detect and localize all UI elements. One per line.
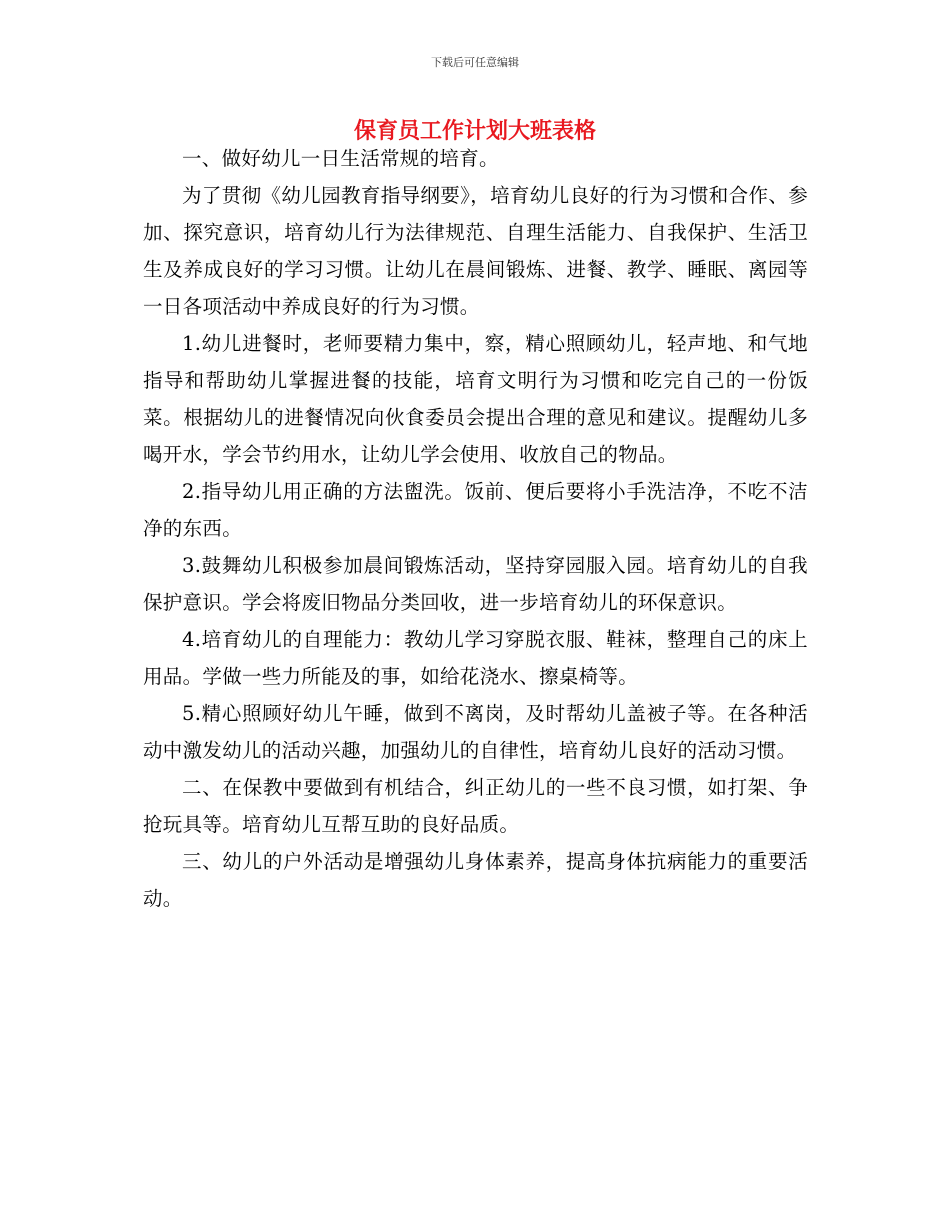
- section-heading-1: 一、做好幼儿一日生活常规的培育。: [182, 147, 499, 170]
- section-heading-2: 二、在保教中要做到有机结合，纠正幼儿的一些不良习惯，如打架、争抢玩具等。培育幼儿互帮互助的良好品质。: [143, 776, 808, 836]
- paragraph-item-4: 4.培育幼儿的自理能力：教幼儿学习穿脱衣服、鞋袜，整理自己的床上用品。学做一些力所能及的事，如给花浇水、擦桌椅等。: [143, 628, 808, 688]
- paragraph-item-1: 1.幼儿进餐时，老师要精力集中，察，精心照顾幼儿，轻声地、和气地指导和帮助幼儿掌握进餐的技能，培育文明行为习惯和吃完自己的一份饭菜。根据幼儿的进餐情况向伙食委员会提出合理的意见和建议。提醒幼儿多喝开水，学会节约用水，让幼儿学会使用、收放自己的物品。: [143, 332, 808, 466]
- header-note: 下载后可任意编辑: [431, 56, 519, 69]
- document-body: [143, 140, 808, 917]
- paragraph-item-3: 3.鼓舞幼儿积极参加晨间锻炼活动，坚持穿园服入园。培育幼儿的自我保护意识。学会将废旧物品分类回收，进一步培育幼儿的环保意识。: [143, 554, 808, 614]
- section-heading-3: 三、幼儿的户外活动是增强幼儿身体素养，提高身体抗病能力的重要活动。: [143, 850, 808, 910]
- document-title: 保育员工作计划大班表格: [353, 119, 596, 144]
- paragraph-intro: 为了贯彻《幼儿园教育指导纲要》，培育幼儿良好的行为习惯和合作、参加、探究意识，培育幼儿行为法律规范、自理生活能力、自我保护、生活卫生及养成良好的学习习惯。让幼儿在晨间锻炼、进餐、教学、睡眠、离园等一日各项活动中养成良好的行为习惯。: [143, 184, 808, 318]
- paragraph-item-2: 2.指导幼儿用正确的方法盥洗。饭前、便后要将小手洗洁净，不吃不洁净的东西。: [143, 480, 808, 540]
- paragraph-item-5: 5.精心照顾好幼儿午睡，做到不离岗，及时帮幼儿盖被子等。在各种活动中激发幼儿的活动兴趣，加强幼儿的自律性，培育幼儿良好的活动习惯。: [143, 702, 808, 762]
